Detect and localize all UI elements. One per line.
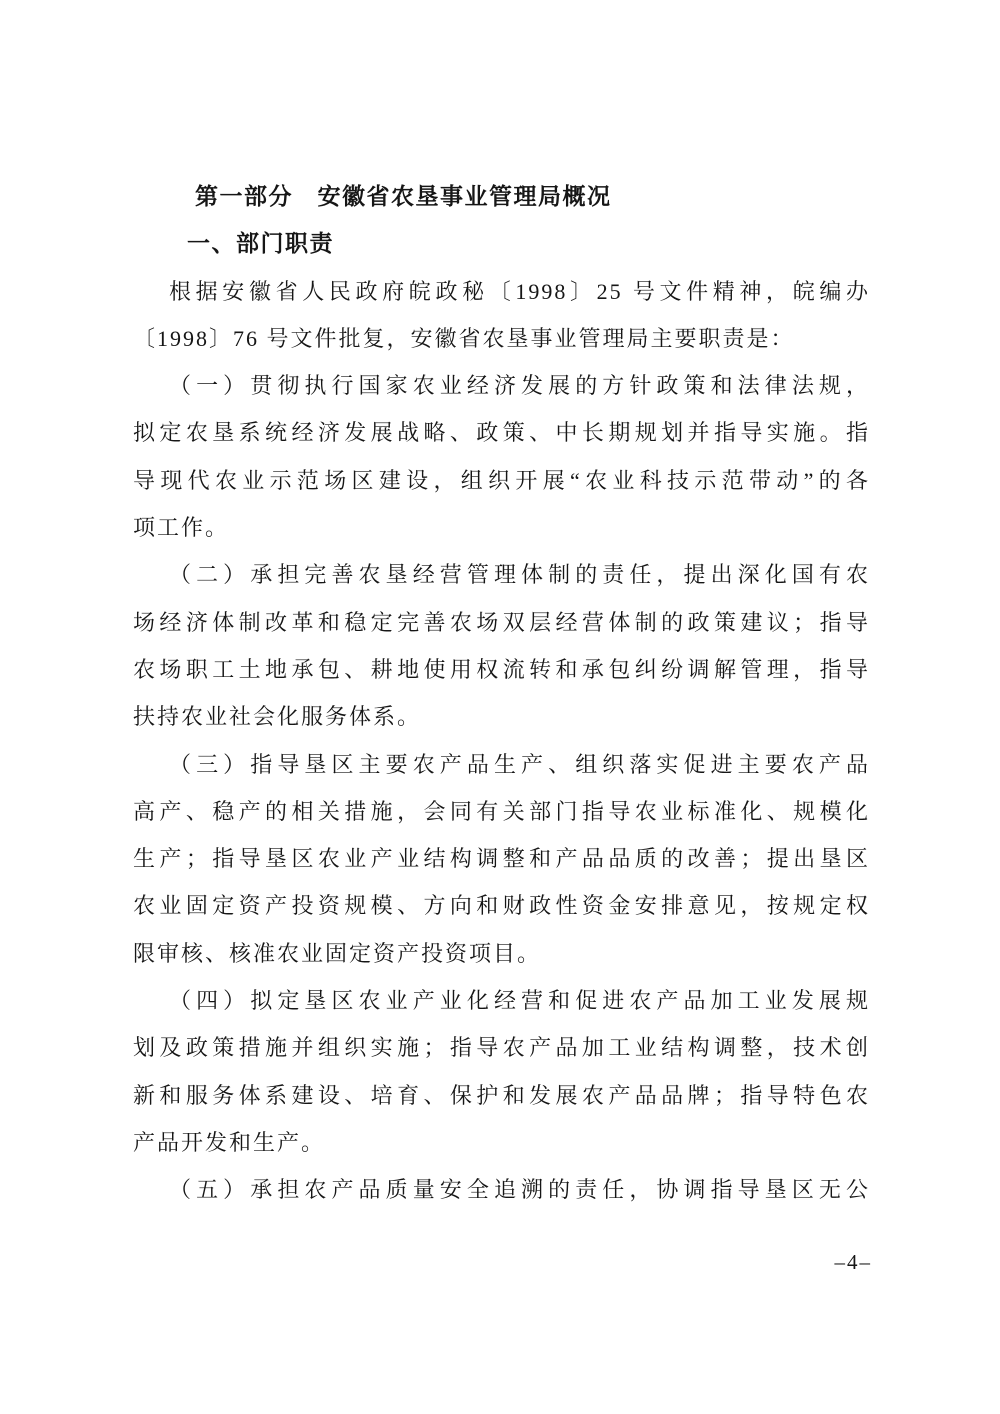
text-line: 农业固定资产投资规模、方向和财政性资金安排意见，按规定权 <box>133 893 870 919</box>
text-line: 根据安徽省人民政府皖政秘〔1998〕25 号文件精神，皖编办 <box>169 278 870 304</box>
text-line: 产品开发和生产。 <box>133 1129 326 1155</box>
text-line: 农场职工土地承包、耕地使用权流转和承包纠纷调解管理，指导 <box>133 656 870 682</box>
paragraph-item-4 <box>133 977 870 1166</box>
paragraph-item-5 <box>133 1166 870 1213</box>
text-line: 限审核、核准农业固定资产投资项目。 <box>133 940 542 966</box>
text-line: 场经济体制改革和稳定完善农场双层经营体制的政策建议；指导 <box>133 609 870 635</box>
text-line: 划及政策措施并组织实施；指导农产品加工业结构调整，技术创 <box>133 1035 870 1061</box>
text-line: （四）拟定垦区农业产业化经营和促进农产品加工业发展规 <box>169 988 870 1014</box>
text-line: 〔1998〕76 号文件批复，安徽省农垦事业管理局主要职责是： <box>133 325 795 351</box>
page-number: –4– <box>834 1250 872 1274</box>
section-heading: 一、部门职责 <box>187 230 334 257</box>
text-line: 新和服务体系建设、培育、保护和发展农产品品牌；指导特色农 <box>133 1082 870 1108</box>
text-line: （三）指导垦区主要农产品生产、组织落实促进主要农产品 <box>169 751 870 777</box>
text-line: （二）承担完善农垦经营管理体制的责任，提出深化国有农 <box>169 562 870 588</box>
text-line: （一）贯彻执行国家农业经济发展的方针政策和法律法规， <box>169 373 870 399</box>
text-line: 项工作。 <box>133 515 230 541</box>
text-line: 高产、稳产的相关措施，会同有关部门指导农业标准化、规模化 <box>133 798 870 824</box>
text-line: 生产；指导垦区农业产业结构调整和产品品质的改善；提出垦区 <box>133 846 870 872</box>
paragraph-item-3 <box>133 741 870 977</box>
text-line: 拟定农垦系统经济发展战略、政策、中长期规划并指导实施。指 <box>133 420 870 446</box>
text-line: 导现代农业示范场区建设，组织开展“农业科技示范带动”的各 <box>133 467 870 493</box>
paragraph-item-1 <box>133 362 870 551</box>
paragraph-intro <box>133 268 870 363</box>
paragraph-item-2 <box>133 551 870 740</box>
text-block <box>133 173 870 1214</box>
text-line: （五）承担农产品质量安全追溯的责任，协调指导垦区无公 <box>169 1177 870 1203</box>
text-line: 扶持农业社会化服务体系。 <box>133 704 422 730</box>
part-heading: 第一部分 安徽省农垦事业管理局概况 <box>195 183 612 209</box>
